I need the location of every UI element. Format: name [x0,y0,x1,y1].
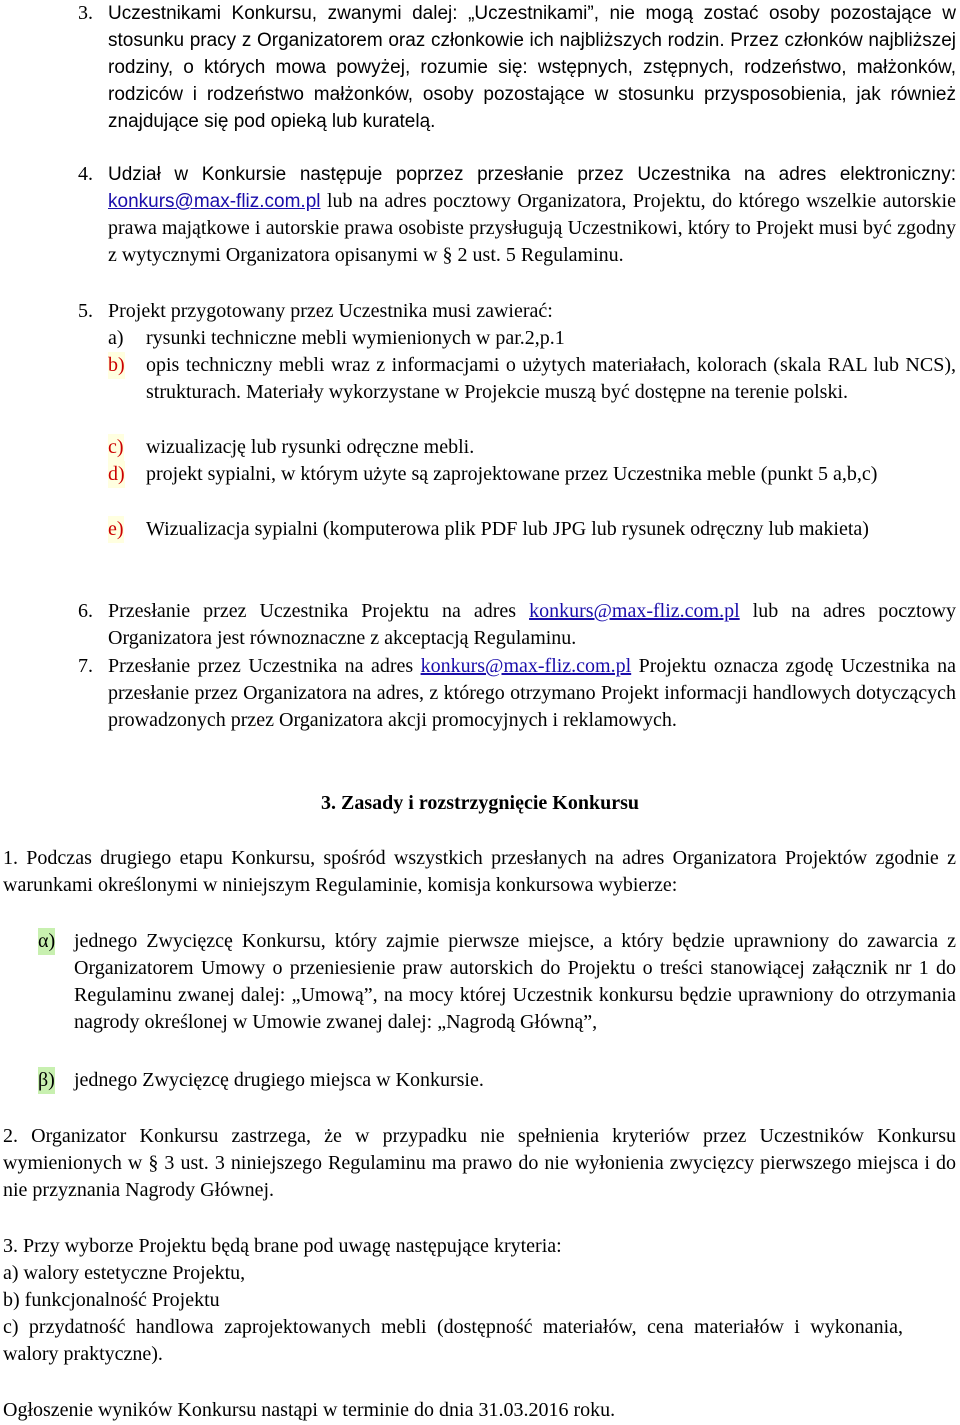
item-4-text [108,161,956,269]
item-3-number: 3. [78,2,93,24]
item-7-text-b: Projektu oznacza zgodę Uczestnika na przesłanie przez Organizatora na adres, z którego otrzymano Projekt informacji handlowych dotyczących prowadzonych przez Organizatora akcji promocyjnych i reklamowych. [108,655,956,731]
item-7-number: 7. [78,655,93,677]
criterion-a: a) walory estetyczne Projektu, [3,1262,246,1284]
criterion-c: c) przydatność handlowa zaprojektowanych mebli (dostępność materiałów, cena materiałów i wykonania, walory praktyczne). [3,1316,903,1365]
subitem-c-label: c) [108,434,124,461]
item-7-text [108,653,956,734]
beta-label: β) [38,1067,55,1094]
results-announcement: Ogłoszenie wyników Konkursu nastąpi w terminie do dnia 31.03.2016 roku. [3,1399,616,1421]
item-6-number: 6. [78,600,93,622]
item-6-text [108,598,956,652]
item-4-text-a: Udział w Konkursie następuje poprzez przesłanie przez Uczestnika na adres elektroniczny: [108,164,956,185]
item-6-email-link[interactable]: konkurs@max-fliz.com.pl [529,600,740,622]
item-3-text [108,0,956,135]
subitem-a-text: rysunki techniczne mebli wymienionych w par.2,p.1 [146,327,565,349]
paragraph-1: 1. Podczas drugiego etapu Konkursu, spośród wszystkich przesłanych na adres Organizatora Projektów zgodnie z warunkami określonymi w niniejszym Regulaminie, komisja konkursowa wybierze: [3,847,956,896]
subitem-b-text: opis techniczny mebli wraz z informacjami o użytych materiałach, kolorach (skala RAL lub NCS), strukturach. Materiały wykorzystane w Projekcie muszą być dostępne na terenie polski. [146,354,956,403]
item-3-text-a: Uczestnikami Konkursu, zwanymi dalej: „Uczestnikami”, nie mogą zostać osoby pozostające w stosunku pracy z Organizatorem oraz członkowie ich najbliższych rodzin. [108,3,956,51]
subitem-d-label: d) [108,461,125,488]
item-7-text-a: Przesłanie przez Uczestnika na adres [108,655,421,677]
subitem-e-text: Wizualizacja sypialni (komputerowa plik PDF lub JPG lub rysunek odręczny lub makieta) [146,518,869,540]
item-5-text: Projekt przygotowany przez Uczestnika musi zawierać: [108,300,553,322]
subitem-b-label: b) [108,352,125,379]
subitem-e-label: e) [108,516,124,543]
item-4-text-b: lub na adres pocztowy Organizatora, Projektu, do którego wszelkie autorskie prawa majątkowe i autorskie prawa osobiste przysługują Uczestnikowi, który to Projekt musi być zgodny z wytycznymi Organizatora opisanymi w § 2 ust. 5 Regulaminu. [108,190,956,266]
paragraph-3-intro: 3. Przy wyborze Projektu będą brane pod uwagę następujące kryteria: [3,1235,562,1257]
item-4-email-link[interactable]: konkurs@max-fliz.com.pl [108,191,321,212]
item-6-text-b: lub na adres pocztowy Organizatora jest równoznaczne z akceptacją Regulaminu. [108,600,956,649]
alpha-text: jednego Zwycięzcę Konkursu, który zajmie pierwsze miejsce, a który będzie uprawniony do zawarcia z Organizatorem Umowy o przeniesienie praw autorskich do Projektu o treści stanowiącej załącznik nr 1 do Regulaminu zwanej dalej: „Umową”, na mocy której Uczestnik konkursu będzie uprawniony do otrzymania nagrody określonej w Umowie zwanej dalej: „Nagrodą Główną”, [74,930,956,1033]
item-3-text-b: Przez członków najbliższej rodziny, o których mowa powyżej, rozumie się: wstępnych, zstępnych, rodzeństwo, małżonków, rodziców i rodzeństwo małżonków, osoby pozostające w stosunku przysposobienia, jak również znajdujące się pod opieką lub kuratelą. [108,30,956,132]
item-6-text-a: Przesłanie przez Uczestnika Projektu na adres [108,600,530,622]
alpha-label: α) [38,928,55,955]
beta-text: jednego Zwycięzcę drugiego miejsca w Konkursie. [74,1069,484,1091]
item-7-email-link[interactable]: konkurs@max-fliz.com.pl [420,655,632,677]
criterion-b: b) funkcjonalność Projektu [3,1289,220,1311]
item-4-number: 4. [78,163,93,185]
item-5-number: 5. [78,300,93,322]
paragraph-2: 2. Organizator Konkursu zastrzega, że w przypadku nie spełnienia kryteriów przez Uczestników Konkursu wymienionych w § 3 ust. 3 niniejszego Regulaminu ma prawo do nie wyłonienia zwycięzcy pierwszego miejsca i do nie przyznania Nagrody Głównej. [3,1125,956,1201]
subitem-a-label: a) [108,327,124,349]
subitem-d-text: projekt sypialni, w którym użyte są zaprojektowane przez Uczestnika meble (punkt 5 a,b,c) [146,463,878,485]
subitem-c-text: wizualizację lub rysunki odręczne mebli. [146,436,475,458]
section-3-heading: 3. Zasady i rozstrzygnięcie Konkursu [321,792,639,814]
